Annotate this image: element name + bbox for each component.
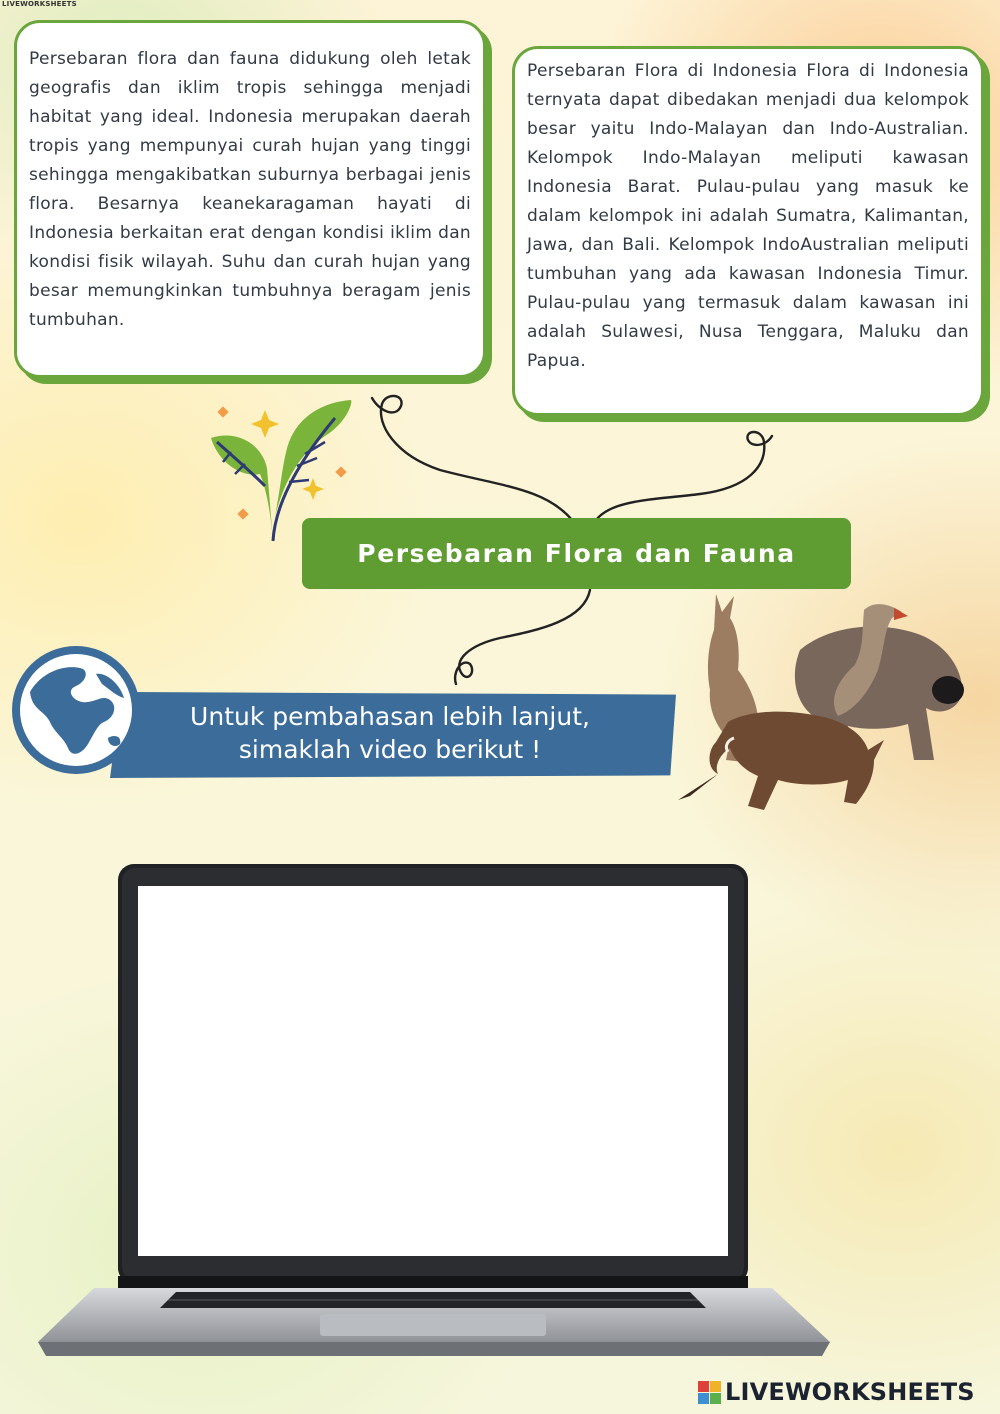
animals-illustration [678, 590, 968, 830]
card-left-text: Persebaran flora dan fauna didukung oleh letak geografis dan iklim tropis sehingga menjadi habitat yang ideal. Indonesia merupakan daerah tropis yang mempunyai curah hujan yang tinggi sehingga mengakibatkan suburnya berbagai jenis flora. Besarnya keanekaragaman hayati di Indonesia berkaitan erat dengan kondisi iklim dan kondisi fisik wilayah. Suhu dan curah hujan yang besar memungkinkan tumbuhnya beragam jenis tumbuhan. [29, 49, 471, 330]
logo-text: LIVEWORKSHEETS [725, 1378, 975, 1406]
liveworksheets-logo [698, 1378, 975, 1406]
top-watermark: LIVEWORKSHEETS [2, 0, 77, 8]
page-title: Persebaran Flora dan Fauna [357, 539, 796, 568]
video-screen[interactable] [138, 886, 728, 1256]
liveworksheets-logo-icon [698, 1381, 721, 1404]
globe-icon [10, 644, 142, 776]
banner-line-2: simaklah video berikut ! [238, 735, 542, 764]
banner-text [150, 700, 630, 766]
card-right-text: Persebaran Flora di Indonesia Flora di Indonesia ternyata dapat dibedakan menjadi dua kelompok besar yaitu Indo-Malayan dan Indo-Australian. Kelompok Indo-Malayan meliputi kawasan Indonesia Barat. Pulau-pulau yang masuk ke dalam kelompok ini adalah Sumatra, Kalimantan, Jawa, dan Bali. Kelompok IndoAustralian meliputi tumbuhan yang ada kawasan Indonesia Timur. Pulau-pulau yang termasuk dalam kawasan ini adalah Sulawesi, Nusa Tenggara, Maluku dan Papua. [527, 61, 969, 371]
banner-line-1: Untuk pembahasan lebih lanjut, [190, 702, 590, 731]
title-box [302, 518, 851, 589]
